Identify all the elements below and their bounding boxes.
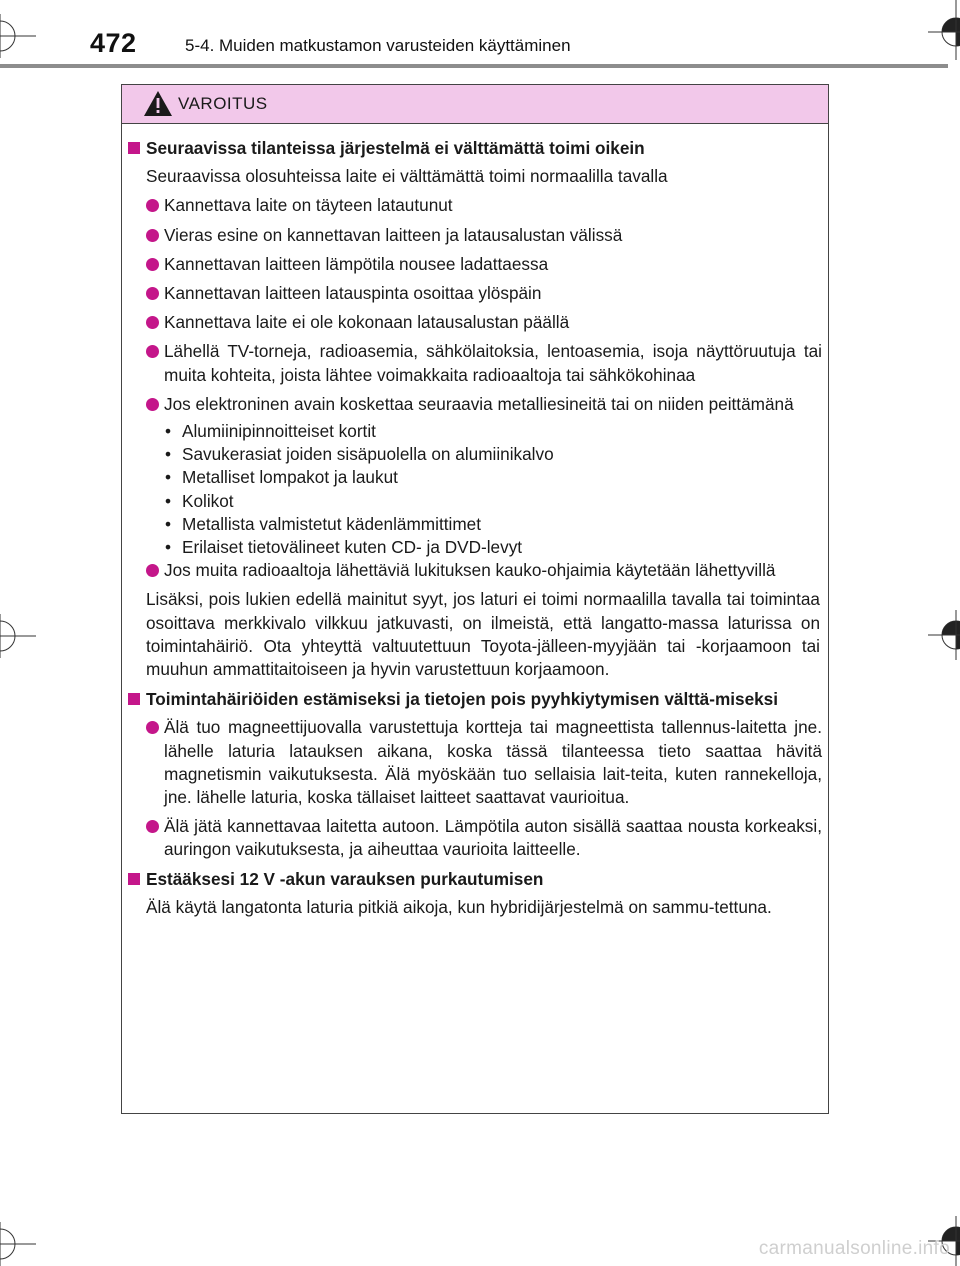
circle-bullet-icon	[146, 820, 159, 833]
sub-list-item: • Erilaiset tietovälineet kuten CD- ja DVD-levyt	[122, 536, 822, 559]
section-intro: Seuraavissa olosuhteissa laite ei välttämättä toimi normaalilla tavalla	[146, 166, 668, 187]
crop-mark-mid-left	[0, 614, 36, 658]
header-rule	[0, 64, 948, 68]
warning-content	[122, 137, 828, 925]
sub-list-item: • Savukerasiat joiden sisäpuolella on alumiinikalvo	[122, 443, 822, 466]
square-bullet-icon	[128, 142, 140, 154]
section-text: Älä käytä langatonta laturia pitkiä aikoja, kun hybridijärjestelmä on sammu-tettuna.	[146, 896, 772, 917]
warning-label: VAROITUS	[178, 94, 268, 113]
sub-list-item: • Metallista valmistetut kädenlämmittimet	[122, 513, 822, 536]
warning-triangle-icon	[143, 90, 173, 117]
circle-bullet-icon	[146, 398, 159, 411]
circle-bullet-icon	[146, 564, 159, 577]
sub-list	[122, 420, 822, 559]
list-item: Kannettava laite on täyteen latautunut	[122, 194, 822, 217]
square-bullet-icon	[128, 873, 140, 885]
circle-bullet-icon	[146, 316, 159, 329]
circle-bullet-icon	[146, 199, 159, 212]
crop-mark-mid-right	[928, 610, 960, 660]
circle-bullet-icon	[146, 721, 159, 734]
circle-bullet-icon	[146, 229, 159, 242]
section-title: Estääksesi 12 V -akun varauksen purkautumisen	[122, 868, 822, 891]
crop-mark-top-right	[928, 0, 960, 60]
section-outro: Lisäksi, pois lukien edellä mainitut syyt, jos laturi ei toimi normaalilla tavalla tai toimintaa osoittava merkkivalo vilkkuu jatkuvasti, on ilmeistä, että langatto-massa laturissa on toimintahäiriö. Ota yhteyttä valtuutettuun Toyota-jälleen-myyjään tai -korjaamoon tai muuhun ammattitaitoiseen ja hyvin varustettuun korjaamoon.	[146, 589, 820, 680]
crop-mark-top-left	[0, 14, 36, 58]
list-item: Jos elektroninen avain koskettaa seuraavia metalliesineitä tai on niiden peittämänä	[122, 393, 822, 416]
page-number: 472	[90, 28, 137, 58]
sub-list-item: • Alumiinipinnoitteiset kortit	[122, 420, 822, 443]
sub-list-item: • Metalliset lompakot ja laukut	[122, 466, 822, 489]
list-item: Vieras esine on kannettavan laitteen ja latausalustan välissä	[122, 224, 822, 247]
warning-box	[121, 84, 829, 1114]
list-item: Jos muita radioaaltoja lähettäviä lukituksen kauko-ohjaimia käytetään lähettyvillä	[122, 559, 822, 582]
warning-header	[122, 85, 828, 124]
chapter-title: 5-4. Muiden matkustamon varusteiden käyttäminen	[185, 36, 571, 55]
circle-bullet-icon	[146, 287, 159, 300]
circle-bullet-icon	[146, 345, 159, 358]
square-bullet-icon	[128, 693, 140, 705]
circle-bullet-icon	[146, 258, 159, 271]
section-title: Seuraavissa tilanteissa järjestelmä ei välttämättä toimi oikein	[122, 137, 822, 160]
list-item: Älä jätä kannettavaa laitetta autoon. Lämpötila auton sisällä saattaa nousta korkeaksi, auringon vaikutuksesta, ja aiheuttaa vaurioita laitteelle.	[122, 815, 822, 861]
section-title: Toimintahäiriöiden estämiseksi ja tietojen pois pyyhkiytymisen välttä-miseksi	[122, 688, 822, 711]
list-item: Kannettava laite ei ole kokonaan latausalustan päällä	[122, 311, 822, 334]
list-item: Älä tuo magneettijuovalla varustettuja kortteja tai magneettista tallennus-laitetta jne. lähelle laturia latauksen aikana, koska tässä tilanteessa tieto saattaa hävitä magnetismin vaikutuksesta. Älä myöskään tuo sellaisia lait-teita, kuten rannekelloja, jne. lähelle laturia, koska tällaiset laitteet saattavat vaurioitua.	[122, 716, 822, 809]
crop-mark-bottom-left	[0, 1222, 36, 1266]
list-item: Lähellä TV-torneja, radioasemia, sähkölaitoksia, lentoasemia, isoja näyttöruutuja tai muita kohteita, joista lähtee voimakkaita radioaaltoja tai sähkökohinaa	[122, 340, 822, 386]
watermark: carmanualsonline.info	[758, 1238, 950, 1259]
list-item: Kannettavan laitteen latauspinta osoittaa ylöspäin	[122, 282, 822, 305]
list-item: Kannettavan laitteen lämpötila nousee ladattaessa	[122, 253, 822, 276]
sub-list-item: • Kolikot	[122, 490, 822, 513]
